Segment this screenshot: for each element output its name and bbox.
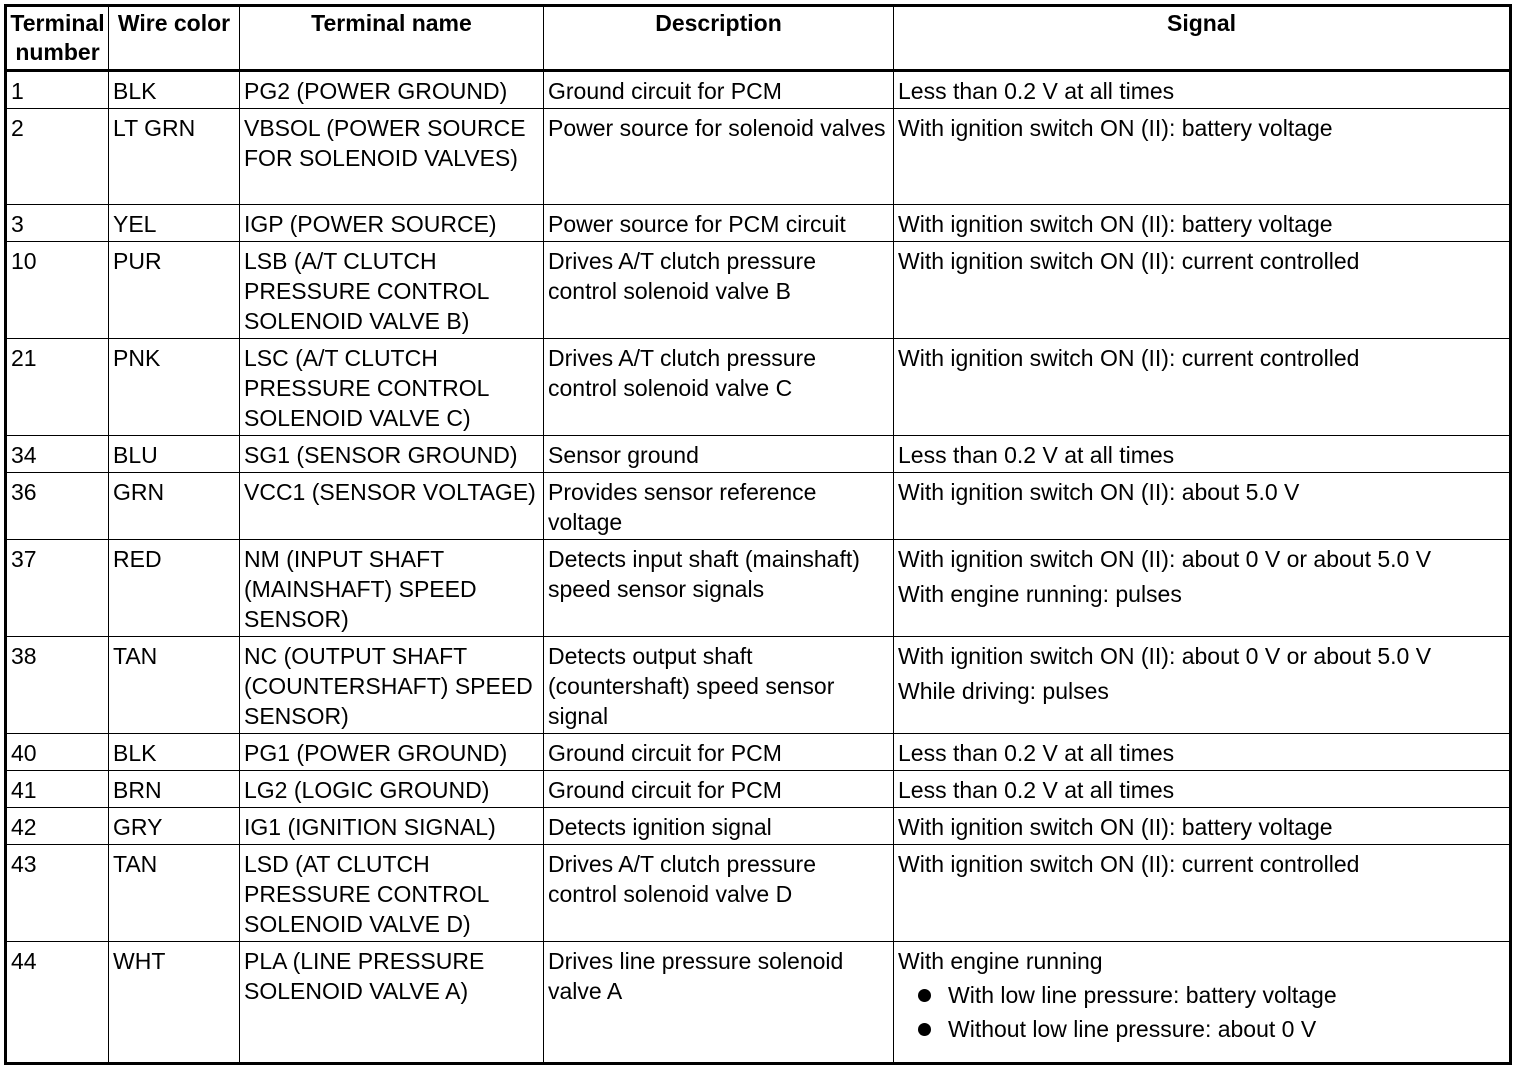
table-row <box>6 808 1511 845</box>
table-row <box>6 734 1511 771</box>
wire-color-cell: BLK <box>109 734 240 771</box>
description-cell: Drives A/T clutch pressure control solenoid valve C <box>544 339 894 436</box>
signal-text: Less than 0.2 V at all times <box>898 442 1175 468</box>
terminal-number-cell: 42 <box>6 808 109 845</box>
table-row <box>6 942 1511 1064</box>
table-row <box>6 109 1511 205</box>
terminal-number-cell: 36 <box>6 473 109 540</box>
bullet-dot-icon <box>918 989 931 1002</box>
signal-cell <box>894 436 1511 473</box>
wire-color-cell: BRN <box>109 771 240 808</box>
signal-cell <box>894 71 1511 109</box>
wire-color-cell: BLK <box>109 71 240 109</box>
description-cell: Drives A/T clutch pressure control solenoid valve D <box>544 845 894 942</box>
terminal-number-cell: 41 <box>6 771 109 808</box>
terminal-name-cell: VBSOL (POWER SOURCE FOR SOLENOID VALVES) <box>240 109 544 205</box>
table-row <box>6 242 1511 339</box>
signal-cell <box>894 339 1511 436</box>
wire-color-cell: BLU <box>109 436 240 473</box>
table-row <box>6 339 1511 436</box>
description-cell: Detects output shaft (countershaft) speed sensor signal <box>544 637 894 734</box>
wire-color-cell: LT GRN <box>109 109 240 205</box>
signal-text: With ignition switch ON (II): current controlled <box>898 248 1360 274</box>
terminal-number-cell: 21 <box>6 339 109 436</box>
terminal-number-cell: 3 <box>6 205 109 242</box>
signal-bullet-text: With low line pressure: battery voltage <box>948 982 1337 1008</box>
signal-text: With ignition switch ON (II): current controlled <box>898 345 1360 371</box>
signal-cell <box>894 734 1511 771</box>
signal-cell <box>894 205 1511 242</box>
table-row <box>6 71 1511 109</box>
description-cell: Ground circuit for PCM <box>544 771 894 808</box>
signal-cell <box>894 242 1511 339</box>
signal-bullet-item <box>898 1014 1505 1044</box>
terminal-name-cell: LG2 (LOGIC GROUND) <box>240 771 544 808</box>
table-row <box>6 205 1511 242</box>
signal-bullet-text: Without low line pressure: about 0 V <box>948 1016 1317 1042</box>
description-cell: Drives A/T clutch pressure control solenoid valve B <box>544 242 894 339</box>
signal-text: With ignition switch ON (II): battery voltage <box>898 814 1333 840</box>
signal-bullet-list <box>898 980 1505 1044</box>
terminal-number-cell: 40 <box>6 734 109 771</box>
signal-cell <box>894 771 1511 808</box>
signal-cell <box>894 109 1511 205</box>
terminal-name-cell: IG1 (IGNITION SIGNAL) <box>240 808 544 845</box>
terminal-table <box>4 4 1512 1065</box>
signal-cell <box>894 808 1511 845</box>
wire-color-cell: GRY <box>109 808 240 845</box>
table-row <box>6 845 1511 942</box>
description-cell: Power source for solenoid valves <box>544 109 894 205</box>
signal-cell <box>894 845 1511 942</box>
description-cell: Ground circuit for PCM <box>544 734 894 771</box>
signal-text: With ignition switch ON (II): about 0 V or about 5.0 V <box>898 546 1432 572</box>
signal-cell <box>894 942 1511 1064</box>
signal-text: While driving: pulses <box>898 678 1109 704</box>
terminal-number-cell: 38 <box>6 637 109 734</box>
wire-color-cell: RED <box>109 540 240 637</box>
header-wire-color: Wire color <box>109 6 240 71</box>
description-cell: Drives line pressure solenoid valve A <box>544 942 894 1064</box>
description-cell: Detects input shaft (mainshaft) speed sensor signals <box>544 540 894 637</box>
table-row <box>6 771 1511 808</box>
signal-text: With ignition switch ON (II): battery voltage <box>898 115 1333 141</box>
terminal-name-cell: PG1 (POWER GROUND) <box>240 734 544 771</box>
signal-text: With ignition switch ON (II): about 5.0 V <box>898 479 1300 505</box>
terminal-name-cell: LSD (AT CLUTCH PRESSURE CONTROL SOLENOID VALVE D) <box>240 845 544 942</box>
signal-text: With ignition switch ON (II): current controlled <box>898 851 1360 877</box>
table-row <box>6 436 1511 473</box>
description-cell: Sensor ground <box>544 436 894 473</box>
header-row <box>6 6 1511 71</box>
header-description: Description <box>544 6 894 71</box>
wire-color-cell: GRN <box>109 473 240 540</box>
description-cell: Provides sensor reference voltage <box>544 473 894 540</box>
table-body <box>6 71 1511 1064</box>
signal-cell <box>894 540 1511 637</box>
wire-color-cell: WHT <box>109 942 240 1064</box>
signal-text: With ignition switch ON (II): about 0 V or about 5.0 V <box>898 643 1432 669</box>
table-row <box>6 473 1511 540</box>
wire-color-cell: TAN <box>109 637 240 734</box>
table-row <box>6 637 1511 734</box>
terminal-number-cell: 2 <box>6 109 109 205</box>
description-cell: Ground circuit for PCM <box>544 71 894 109</box>
terminal-name-cell: NM (INPUT SHAFT (MAINSHAFT) SPEED SENSOR) <box>240 540 544 637</box>
terminal-name-cell: PLA (LINE PRESSURE SOLENOID VALVE A) <box>240 942 544 1064</box>
terminal-name-cell: IGP (POWER SOURCE) <box>240 205 544 242</box>
description-cell: Power source for PCM circuit <box>544 205 894 242</box>
wire-color-cell: YEL <box>109 205 240 242</box>
table-row <box>6 540 1511 637</box>
terminal-number-cell: 44 <box>6 942 109 1064</box>
wire-color-cell: PUR <box>109 242 240 339</box>
signal-text: With ignition switch ON (II): battery voltage <box>898 211 1333 237</box>
wire-color-cell: TAN <box>109 845 240 942</box>
wire-color-cell: PNK <box>109 339 240 436</box>
signal-bullet-item <box>898 980 1505 1010</box>
terminal-name-cell: SG1 (SENSOR GROUND) <box>240 436 544 473</box>
terminal-name-cell: LSB (A/T CLUTCH PRESSURE CONTROL SOLENOID VALVE B) <box>240 242 544 339</box>
description-cell: Detects ignition signal <box>544 808 894 845</box>
terminal-name-cell: VCC1 (SENSOR VOLTAGE) <box>240 473 544 540</box>
signal-text: Less than 0.2 V at all times <box>898 777 1175 803</box>
terminal-name-cell: NC (OUTPUT SHAFT (COUNTERSHAFT) SPEED SENSOR) <box>240 637 544 734</box>
signal-cell <box>894 473 1511 540</box>
header-signal: Signal <box>894 6 1511 71</box>
header-terminal-name: Terminal name <box>240 6 544 71</box>
signal-text: Less than 0.2 V at all times <box>898 740 1175 766</box>
header-terminal-number: Terminal number <box>6 6 109 71</box>
bullet-dot-icon <box>918 1023 931 1036</box>
terminal-number-cell: 37 <box>6 540 109 637</box>
terminal-name-cell: PG2 (POWER GROUND) <box>240 71 544 109</box>
terminal-number-cell: 1 <box>6 71 109 109</box>
signal-text: Less than 0.2 V at all times <box>898 78 1175 104</box>
signal-cell <box>894 637 1511 734</box>
terminal-number-cell: 43 <box>6 845 109 942</box>
table-header <box>6 6 1511 71</box>
terminal-number-cell: 10 <box>6 242 109 339</box>
terminal-number-cell: 34 <box>6 436 109 473</box>
terminal-name-cell: LSC (A/T CLUTCH PRESSURE CONTROL SOLENOID VALVE C) <box>240 339 544 436</box>
signal-text: With engine running <box>898 948 1103 974</box>
signal-text: With engine running: pulses <box>898 581 1182 607</box>
